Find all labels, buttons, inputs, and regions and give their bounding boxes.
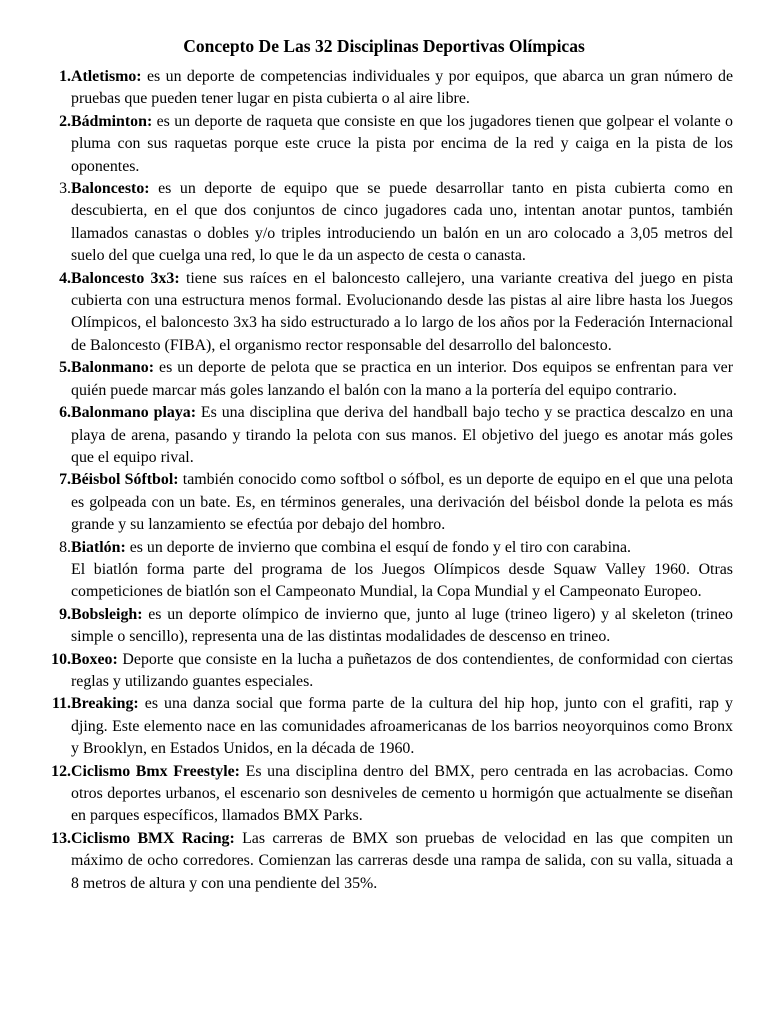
item-body [71, 693, 733, 760]
item-description: Deporte que consiste en la lucha a puñetazos de dos contendientes, de conformidad con ciertas reglas y utilizando guantes especiales. [71, 650, 733, 690]
list-item [35, 66, 733, 111]
list-item [35, 178, 733, 268]
item-term: Ciclismo BMX Racing: [71, 829, 235, 847]
list-item [35, 693, 733, 760]
list-item [35, 604, 733, 649]
item-body [71, 604, 733, 649]
item-body [71, 268, 733, 358]
list-item [35, 469, 733, 536]
item-description: es un deporte de invierno que combina el esquí de fondo y el tiro con carabina. [125, 538, 631, 556]
item-term: Bobsleigh: [71, 605, 143, 623]
item-body [71, 357, 733, 402]
item-body [71, 828, 733, 895]
item-body [71, 66, 733, 111]
list-item [35, 111, 733, 178]
disciplines-list [35, 66, 733, 895]
item-term: Béisbol Sóftbol: [71, 471, 179, 489]
item-body [71, 178, 733, 268]
item-description: Es una disciplina que deriva del handball bajo techo y se practica descalzo en una playa de arena, pasando y tirando la pelota con sus manos. El objetivo del juego es anotar más goles que el equipo rival. [71, 404, 733, 466]
item-description: es un deporte de raqueta que consiste en que los jugadores tienen que golpear el volante o pluma con sus raquetas porque este cruce la pista por encima de la red y caiga en la pista de los oponentes. [71, 112, 733, 175]
item-description: es un deporte de equipo que se puede desarrollar tanto en pista cubierta como en descubierta, en el que dos conjuntos de cinco jugadores cada uno, intentan anotar puntos, también llamados canastas o dobles y/o triples introduciendo un balón en un aro colocado a 3,05 metros del suelo del que cuelga una red, lo que le da un aspecto de cesta o canasta. [71, 180, 733, 265]
item-description: es un deporte olímpico de invierno que, junto al luge (trineo ligero) y al skeleton (trineo simple o sencillo), representa una de las distintas modalidades de descenso en trineo. [71, 605, 733, 646]
item-number: 8. [59, 538, 71, 556]
item-term: Boxeo: [71, 650, 118, 668]
item-number: 6. [59, 404, 71, 422]
item-term: Baloncesto 3x3: [71, 269, 180, 287]
item-body [71, 537, 733, 604]
item-number: 3. [59, 180, 71, 198]
item-term: Balonmano: [71, 359, 154, 377]
item-number: 11. [52, 695, 71, 713]
item-number: 2. [59, 112, 71, 130]
item-number: 7. [59, 471, 71, 489]
list-item [35, 402, 733, 469]
item-body [71, 649, 733, 694]
item-term: Breaking: [71, 695, 139, 713]
item-number: 4. [59, 269, 71, 287]
item-description: es un deporte de pelota que se practica en un interior. Dos equipos se enfrentan para ver quién puede marcar más goles lanzando el balón con la mano a la portería del equipo contrario. [71, 359, 733, 399]
item-body [71, 761, 733, 828]
item-term: Baloncesto: [71, 180, 150, 198]
item-description: Las carreras de BMX son pruebas de velocidad en las que compiten un máximo de ocho corredores. Comienzan las carreras desde una rampa de salida, con su valla, situada a 8 metros de altura y con una pendiente del 35%. [71, 829, 733, 892]
item-description: es una danza social que forma parte de la cultura del hip hop, junto con el grafiti, rap y djing. Este elemento nace en las comunidades afroamericanas de los barrios neoyorquinos como Bronx y Brooklyn, en Estados Unidos, en la década de 1960. [71, 695, 733, 758]
item-description: también conocido como softbol o sófbol, es un deporte de equipo en el que una pelota es golpeada con un bate. Es, en términos generales, una derivación del béisbol donde la pelota es más grande y su lanzamiento se efectúa por debajo del hombro. [71, 471, 733, 534]
list-item [35, 649, 733, 694]
item-description: tiene sus raíces en el baloncesto callejero, una variante creativa del juego en pista cubierta con una estructura menos formal. Evolucionando desde las pistas al aire libre hasta los Juegos Olímpicos, el baloncesto 3x3 ha sido estructurado a lo largo de los años por la Federación Internacional de Baloncesto (FIBA), el organismo rector responsable del desarrollo del baloncesto. [71, 269, 734, 354]
item-number: 13. [51, 829, 71, 847]
document-title: Concepto De Las 32 Disciplinas Deportivas Olímpicas [183, 36, 585, 56]
list-item [35, 761, 733, 828]
item-number: 1. [59, 68, 71, 85]
item-body [71, 469, 733, 536]
item-description: Es una disciplina dentro del BMX, pero centrada en las acrobacias. Como otros deportes urbanos, el escenario son desniveles de cemento u hormigón que actualmente se diseñan en parques específicos, llamados BMX Parks. [71, 762, 733, 825]
item-body [71, 402, 733, 469]
item-number: 9. [59, 605, 71, 623]
item-description: es un deporte de competencias individuales y por equipos, que abarca un gran número de pruebas que pueden tener lugar en pista cubierta o al aire libre. [71, 68, 733, 108]
item-term: Balonmano playa: [71, 404, 197, 422]
item-number: 10. [51, 650, 71, 668]
list-item [35, 537, 733, 604]
list-item [35, 828, 733, 895]
item-term: Biatlón: [71, 538, 126, 556]
item-extra-paragraph: El biatlón forma parte del programa de los Juegos Olímpicos desde Squaw Valley 1960. Otras competiciones de biatlón son el Campeonato Mundial, la Copa Mundial y el Campeonato Europeo. [71, 560, 733, 601]
item-body [71, 111, 733, 178]
item-term: Bádminton: [71, 112, 153, 130]
list-item [35, 268, 733, 358]
item-number: 12. [51, 762, 71, 780]
item-term: Atletismo: [71, 68, 142, 85]
list-item [35, 357, 733, 402]
item-term: Ciclismo Bmx Freestyle: [71, 762, 240, 780]
item-number: 5. [59, 359, 71, 377]
